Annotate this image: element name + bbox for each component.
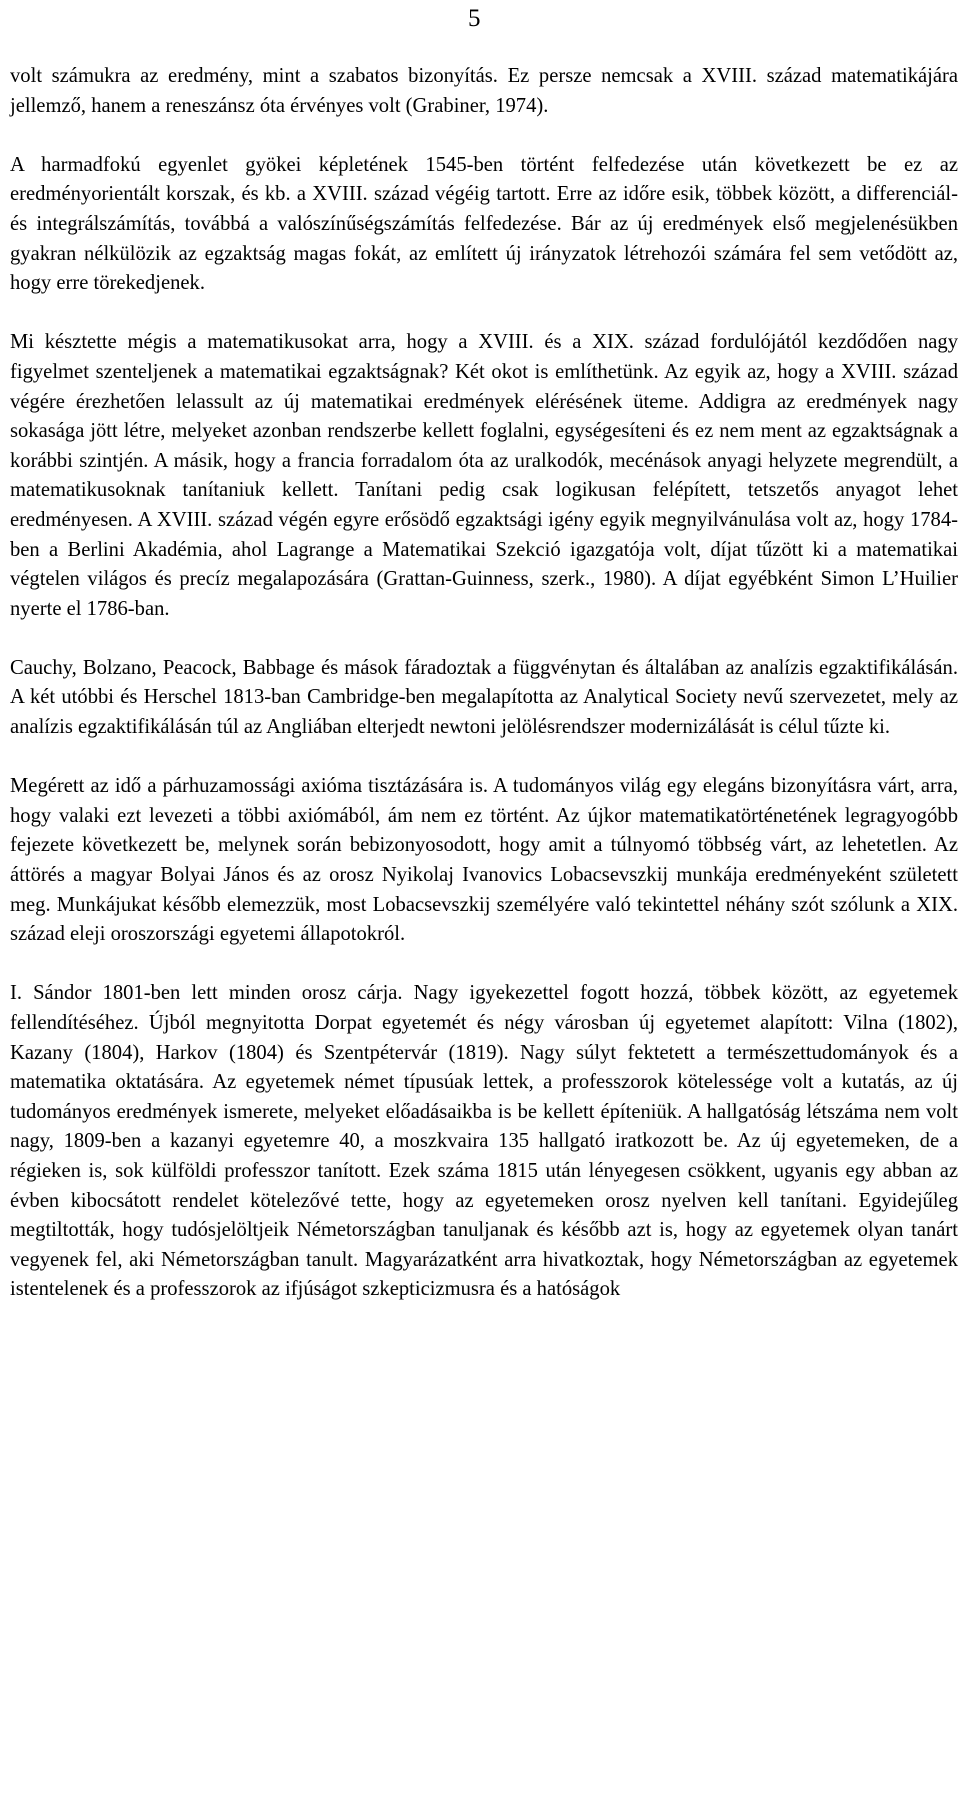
page-number: 5 bbox=[468, 5, 481, 32]
paragraph-continuation: volt számukra az eredmény, mint a szabatos bizonyítás. Ez persze nemcsak a XVIII. század matematikájára jellemző, hanem a reneszánsz óta érvényes volt (Grabiner, 1974). bbox=[10, 65, 958, 117]
paragraph-analysis: Cauchy, Bolzano, Peacock, Babbage és mások fáradoztak a függvénytan és általában az analízis egzaktifikálásán. A két utóbbi és Herschel 1813-ban Cambridge-ben megalapította az Analytical Society nevű szervezetet, mely az analízis egzaktifikálásán túl az Angliában elterjedt newtoni jelölésrendszer modernizálását is célul tűzte ki. bbox=[10, 656, 958, 739]
paragraph-russian-universities: I. Sándor 1801-ben lett minden orosz cárja. Nagy igyekezettel fogott hozzá, többek között, az egyetemek fellendítéséhez. Újból megnyitotta Dorpat egyetemét és négy városban új egyetemet alapított: Vilna (1802), Kazany (1804), Harkov (1804) és Szentpétervár (1819). Nagy súlyt fektetett a természettudományok és a matematika oktatására. Az egyetemek német típusúak lettek, a professzorok kötelessége volt a kutatás, az új tudományos eredmények ismerete, melyeket előadásaikba is be kellett építeniük. A hallgatóság létszáma nem volt nagy, 1809-ben a kazanyi egyetemre 40, a moszkvaira 135 hallgató iratkozott be. Az új egyetemeken, de a régieken is, sok külföldi professzor tanított. Ezek száma 1815 után lényegesen csökkent, ugyanis egy abban az évben kibocsátott rendelet kötelezővé tette, hogy az egyetemeken orosz nyelven kell tanítani. Egyidejűleg megtiltották, hogy tudósjelöltjeik Németországban tanuljanak és később azt is, hogy az egyetemek olyan tanárt vegyenek fel, aki Németországban tanult. Magyarázatként arra hivatkoztak, hogy Németországban az egyetemek istentelenek és a professzorok az ifjúságot szkepticizmusra és a hatóságok bbox=[10, 982, 958, 1301]
paragraph-exactness: Mi késztette mégis a matematikusokat arra, hogy a XVIII. és a XIX. század fordulójától kezdődően nagy figyelmet szenteljenek a matematikai egzaktságnak? Két okot is említhetünk. Az egyik az, hogy a XVIII. század végére érezhetően lelassult az új matematikai eredmények elérésének üteme. Addigra az eredmények nagy sokasága jött létre, melyeket azonban rendszerbe kellett foglalni, egységesíteni és ez nem ment az egzaktságnak a korábbi szintjén. A másik, hogy a francia forradalom óta az uralkodók, mecénások anyagi helyzete megrendült, a matematikusoknak tanítaniuk kellett. Tanítani pedig csak logikusan felépített, tetszetős anyagot lehet eredményesen. A XVIII. század végén egyre erősödő egzaktsági igény egyik megnyilvánulása volt az, hogy 1784-ben a Berlini Akadémia, ahol Lagrange a Matematikai Szekció igazgatója volt, díjat tűzött ki a matematikai végtelen világos és precíz megalapozására (Grattan-Guinness, szerk., 1980). A díjat egyébként Simon L’Huilier nyerte el 1786-ban. bbox=[10, 331, 958, 620]
paragraph-parallel-axiom: Megérett az idő a párhuzamossági axióma tisztázására is. A tudományos világ egy elegáns bizonyításra várt, arra, hogy valaki ezt levezeti a többi axiómából, ám nem ez történt. Az újkor matematikatörténetének legragyogóbb fejezete következett be, melynek során bebizonyosodott, hogy amit a túlnyomó többség várt, az lehetetlen. Az áttörés a magyar Bolyai János és az orosz Nyikolaj Ivanovics Lobacsevszkij munkája eredményeként született meg. Munkájukat később elemezzük, most Lobacsevszkij személyére való tekintettel néhány szót szólunk a XIX. század eleji oroszországi egyetemi állapotokról. bbox=[10, 775, 958, 946]
document-body bbox=[10, 62, 958, 1335]
paragraph-era: A harmadfokú egyenlet gyökei képletének 1545-ben történt felfedezése után következett be ez az eredményorientált korszak, és kb. a XVIII. század végéig tartott. Erre az időre esik, többek között, a differenciál- és integrálszámítás, továbbá a valószínűségszámítás felfedezése. Bár az új eredmények első megjelenésükben gyakran nélkülözik az egzaktság magas fokát, az említett új irányzatok létrehozói számára fel sem vetődött az, hogy erre törekedjenek. bbox=[10, 153, 958, 295]
